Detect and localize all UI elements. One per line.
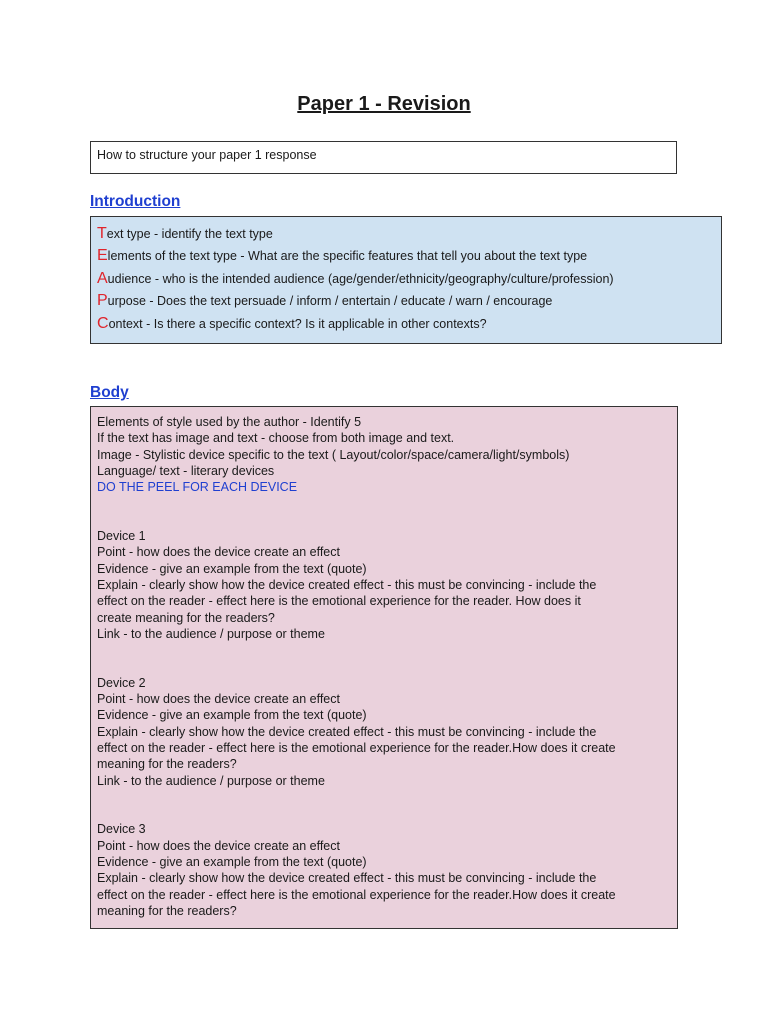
intro-initial: E — [97, 247, 108, 265]
intro-item-rest: udience - who is the intended audience (age/gender/ethnicity/geography/culture/profession) — [107, 271, 614, 286]
intro-initial: P — [97, 292, 108, 310]
spacer — [97, 789, 671, 822]
device-evidence: Evidence - give an example from the text (quote) — [97, 708, 367, 723]
introduction-box — [90, 216, 722, 344]
device-title: Device 3 — [97, 822, 146, 837]
body-intro-line: If the text has image and text - choose from both image and text. — [97, 431, 455, 446]
intro-item-purpose — [97, 290, 715, 312]
device-point: Point - how does the device create an effect — [97, 692, 340, 707]
intro-item-elements — [97, 245, 715, 267]
device-explain: create meaning for the readers? — [97, 610, 275, 625]
body-intro-line: Image - Stylistic device specific to the text ( Layout/color/space/camera/light/symbols) — [97, 447, 570, 462]
device-explain: meaning for the readers? — [97, 903, 237, 918]
device-explain: Explain - clearly show how the device created effect - this must be convincing - include the — [97, 871, 597, 886]
intro-item-text-type — [97, 223, 715, 245]
intro-item-audience — [97, 268, 715, 290]
device-evidence: Evidence - give an example from the text (quote) — [97, 855, 367, 870]
body-box — [90, 406, 678, 929]
device-point: Point - how does the device create an effect — [97, 545, 340, 560]
intro-item-rest: lements of the text type - What are the specific features that tell you about the text type — [107, 249, 588, 264]
intro-item-rest: urpose - Does the text persuade / inform / entertain / educate / warn / encourage — [107, 294, 553, 309]
device-explain: meaning for the readers? — [97, 757, 237, 772]
intro-initial: C — [97, 314, 109, 332]
device-explain: effect on the reader - effect here is the emotional experience for the reader.How does it create — [97, 887, 616, 902]
device-title: Device 1 — [97, 529, 146, 544]
device-point: Point - how does the device create an effect — [97, 838, 340, 853]
body-heading: Body — [90, 384, 129, 401]
intro-initial: T — [97, 225, 107, 242]
introduction-heading: Introduction — [90, 193, 181, 210]
device-explain: Explain - clearly show how the device created effect - this must be convincing - include the — [97, 724, 597, 739]
device-2-block — [97, 675, 671, 789]
peel-instruction: DO THE PEEL FOR EACH DEVICE — [97, 480, 298, 495]
device-1-block — [97, 528, 671, 642]
device-evidence: Evidence - give an example from the text (quote) — [97, 561, 367, 576]
intro-item-rest: ontext - Is there a specific context? Is it applicable in other contexts? — [108, 316, 487, 331]
device-explain: effect on the reader - effect here is the emotional experience for the reader. How does it — [97, 594, 581, 609]
intro-initial: A — [97, 269, 108, 287]
intro-item-rest: ext type - identify the text type — [106, 227, 273, 241]
device-title: Device 2 — [97, 675, 146, 690]
device-explain: effect on the reader - effect here is the emotional experience for the reader.How does it create — [97, 740, 616, 755]
subtitle-box — [90, 141, 677, 174]
device-link: Link - to the audience / purpose or theme — [97, 773, 325, 788]
spacer — [97, 495, 671, 528]
subtitle-text: How to structure your paper 1 response — [97, 148, 317, 162]
spacer — [97, 642, 671, 675]
device-3-block — [97, 821, 671, 919]
device-link: Link - to the audience / purpose or theme — [97, 626, 325, 641]
page-title: Paper 1 - Revision — [297, 93, 471, 115]
device-explain: Explain - clearly show how the device created effect - this must be convincing - include the — [97, 577, 597, 592]
body-intro-line: Elements of style used by the author - Identify 5 — [97, 415, 362, 429]
intro-item-context — [97, 313, 715, 335]
body-intro-line: Language/ text - literary devices — [97, 463, 275, 478]
